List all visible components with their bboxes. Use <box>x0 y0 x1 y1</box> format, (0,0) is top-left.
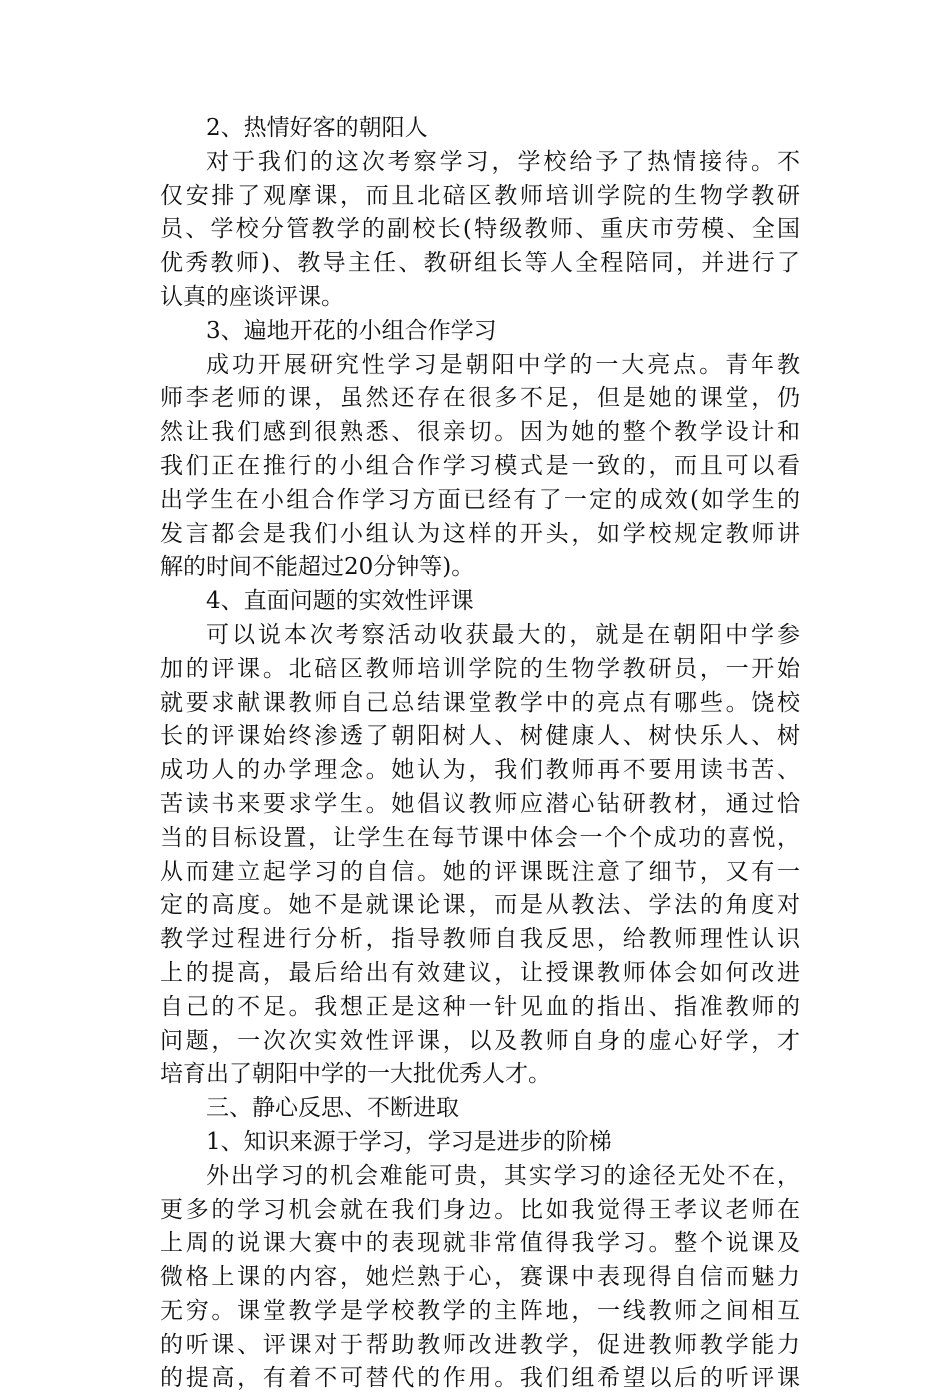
text-line: 解的时间不能超过20分钟等)。 <box>160 554 475 581</box>
text-line: 对于我们的这次考察学习，学校给予了热情接待。不 <box>206 148 800 175</box>
text-line: 3、遍地开花的小组合作学习 <box>206 317 497 344</box>
text-line: 出学生在小组合作学习方面已经有了一定的成效(如学生的 <box>160 486 800 513</box>
text-line: 发言都会是我们小组认为这样的开头，如学校规定教师讲 <box>160 520 800 547</box>
text-line: 更多的学习机会就在我们身边。比如我觉得王孝议老师在 <box>160 1196 800 1223</box>
text-line: 苦读书来要求学生。她倡议教师应潜心钻研教材，通过恰 <box>160 790 800 817</box>
text-line: 教学过程进行分析，指导教师自我反思，给教师理性认识 <box>160 926 800 953</box>
text-line: 上的提高，最后给出有效建议，让授课教师体会如何改进 <box>160 959 800 986</box>
text-line: 4、直面问题的实效性评课 <box>206 588 474 615</box>
text-line: 长的评课始终渗透了朝阳树人、树健康人、树快乐人、树 <box>160 723 800 750</box>
text-line: 仅安排了观摩课，而且北碚区教师培训学院的生物学教研 <box>160 182 800 209</box>
text-line: 三、静心反思、不断进取 <box>206 1095 459 1122</box>
text-line: 自己的不足。我想正是这种一针见血的指出、指准教师的 <box>160 993 800 1020</box>
text-line: 可以说本次考察活动收获最大的，就是在朝阳中学参 <box>206 621 800 648</box>
text-line: 的听课、评课对于帮助教师改进教学，促进教师教学能力 <box>160 1331 800 1358</box>
text-line: 从而建立起学习的自信。她的评课既注意了细节，又有一 <box>160 858 800 885</box>
text-line: 的提高，有着不可替代的作用。我们组希望以后的听评课 <box>160 1365 800 1392</box>
text-line: 加的评课。北碚区教师培训学院的生物学教研员，一开始 <box>160 655 800 682</box>
text-line: 2、热情好客的朝阳人 <box>206 115 428 141</box>
text-line: 就要求献课教师自己总结课堂教学中的亮点有哪些。饶校 <box>160 689 800 716</box>
text-line: 微格上课的内容，她烂熟于心，赛课中表现得自信而魅力 <box>160 1264 800 1291</box>
text-line: 然让我们感到很熟悉、很亲切。因为她的整个教学设计和 <box>160 419 800 446</box>
text-line: 师李老师的课，虽然还存在很多不足，但是她的课堂，仍 <box>160 385 800 412</box>
text-line: 定的高度。她不是就课论课，而是从教法、学法的角度对 <box>160 892 800 919</box>
text-line: 外出学习的机会难能可贵，其实学习的途径无处不在， <box>206 1162 800 1189</box>
text-line: 员、学校分管教学的副校长(特级教师、重庆市劳模、全国 <box>160 216 800 243</box>
text-line: 1、知识来源于学习，学习是进步的阶梯 <box>206 1128 612 1155</box>
text-line: 我们正在推行的小组合作学习模式是一致的，而且可以看 <box>160 452 800 479</box>
text-line: 上周的说课大赛中的表现就非常值得我学习。整个说课及 <box>160 1230 800 1257</box>
text-line: 培育出了朝阳中学的一大批优秀人才。 <box>160 1061 551 1088</box>
text-line: 当的目标设置，让学生在每节课中体会一个个成功的喜悦， <box>160 824 800 851</box>
text-line: 无穷。课堂教学是学校教学的主阵地，一线教师之间相互 <box>160 1297 800 1324</box>
text-line: 问题，一次次实效性评课，以及教师自身的虚心好学，才 <box>160 1027 800 1054</box>
text-line: 成功人的办学理念。她认为，我们教师再不要用读书苦、 <box>160 757 800 784</box>
text-line: 认真的座谈评课。 <box>160 283 344 310</box>
document-body <box>160 112 800 1396</box>
text-line: 优秀教师)、教导主任、教研组长等人全程陪同，并进行了 <box>160 250 800 277</box>
text-line: 成功开展研究性学习是朝阳中学的一大亮点。青年教 <box>206 351 800 378</box>
